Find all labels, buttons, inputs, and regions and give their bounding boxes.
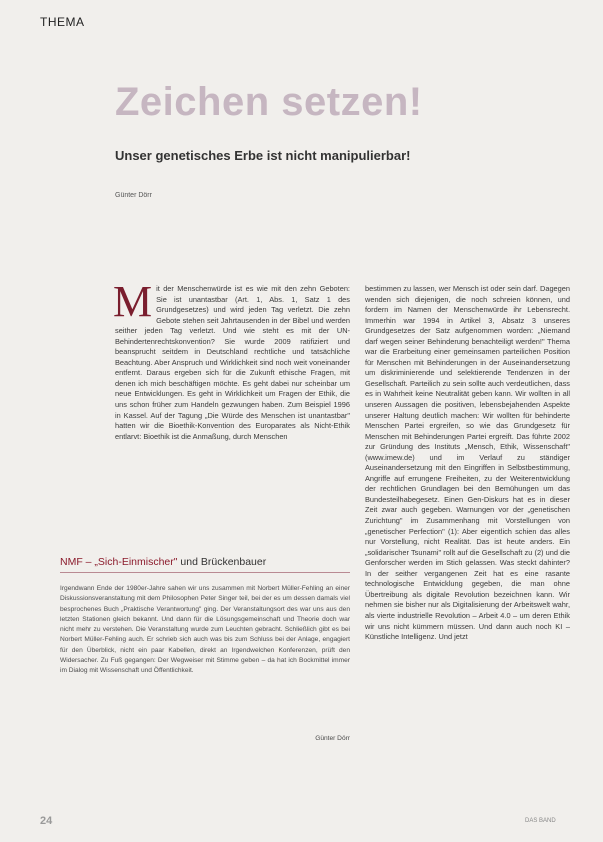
author-byline: Günter Dörr (115, 192, 152, 199)
sidebar-box-title-prefix: NMF – „Sich-Einmischer" (60, 556, 178, 568)
sidebar-box-divider (60, 572, 350, 573)
article-title: Zeichen setzen! (115, 80, 423, 124)
article-column-right: bestimmen zu lassen, wer Mensch ist oder sein darf. Dagegen wenden sich diejenigen, die noch schreien können, und fordern im Namen der Menschenwürde ihr Lebensrecht. Immerhin war 1994 in Artikel 3, Absatz 3 unseres Grundgesetzes der Satz aufgenommen worden: „Niemand darf wegen seiner Behinderung benachteiligt werden!" Thema war die Erarbeitung einer gemeinsamen parteilichen Position für Menschen mit Behinderungen in der Auseinandersetzung um diskriminierende und selektierende Tendenzen in der Gesellschaft. Parteilich zu sein sollte auch verdeutlichen, dass es in Wahrheit keine Neutralität geben kann. Wir wollten in all unseren Aussagen die positiven, lebensbejahenden Aspekte unserer Haltung deutlich machen: Wir wollten für behinderte Menschen Partei ergreifen, so wie das Grundgesetz für Menschen mit Behinderungen Partei ergreift. Das führte 2002 zur Gründung des Instituts „Mensch, Ethik, Wissenschaft" (www.imew.de) und im Verlauf zu ständiger Auseinandersetzung mit den Eingriffen in Selbstbestimmung, Angriffe auf errungene Freiheiten, zu der Weiterentwicklung der rechtlichen Grundlagen bei den Bemühungen um das Bundesteilhabegesetz. Einen Gen-Diskurs hat es in dieser Zeit zwar auch gegeben. Warnungen vor der „genetischen Zurichtung" im Zusammenhang mit Vorstellungen von „genetischer Perfection" (1): Aber eigentlich schien das alles nur Vorstellung, nicht Realität. Das ist heute anders. Ein „solidarischer Tsunami" rollt auf die Gesellschaft zu (2) und die Genforscher werden im Stich gelassen. Was steckt dahinter? In der seither vergangenen Zeit hat es eine rasante technologische Entwicklung gegeben, die man ohne Übertreibung als digitale Revolution bezeichnen kann. Wir nehmen sie bisher nur als Digitalisierung der Arbeitswelt wahr, als vierte industrielle Revolution – Arbeit 4.0 – um deren Ethik wir uns nicht kümmern müssen. Und dann auch noch KI – Künstliche Intelligenz. Und jetzt (365, 284, 570, 642)
article-subtitle: Unser genetisches Erbe ist nicht manipulierbar! (115, 148, 411, 163)
sidebar-box-text: Irgendwann Ende der 1980er-Jahre sahen wir uns zusammen mit Norbert Müller-Fehling an einer Diskussionsveranstaltung mit dem Philosophen Peter Singer teil, bei der es um dessen damals viel besprochenes Buch „Praktische Verantwortung" ging. Der Veranstaltungsort des war uns aus den letzten Stationen gleich bekannt. Und dann für die Lösungsgemeinschaft und Theorie doch war nicht mehr zu verstehen. Die Veranstaltung wurde zum Leuchten gebracht. Schließlich gibt es bei Norbert Müller-Fehling auch. Er schrieb sich auch was bis zum Schluss bei der Anlage, engagiert für den Überblick, nicht ein paar Kabellen, direkt an Irgendwelchen Konferenzen, prüft den Widersacher. Zu Fuß gegangen: Der Wegweiser mit Stimme geben – da hat ich Bockmittel immer im Dialog mit Wissenschaft und Öffentlichkeit. (60, 585, 350, 674)
article-column-left (113, 277, 350, 442)
sidebar-box-signature: Günter Dörr (315, 735, 350, 742)
section-label: THEMA (40, 15, 85, 29)
drop-cap: M (113, 277, 153, 326)
sidebar-box-title-suffix: und Brückenbauer (177, 556, 267, 568)
sidebar-box-title (60, 556, 266, 568)
left-column-text: it der Menschenwürde ist es wie mit den zehn Geboten: Sie ist unantastbar (Art. 1, Abs. 1, Satz 1 des Grundgesetzes) und wird jeden Tag verletzt. Die zehn Gebote stehen seit Jahrtausenden in der Bibel und werden seither jeden Tag verletzt. Und wie steht es mit der UN-Behindertenrechtskonvention? Sie wurde 2009 ratifiziert und beansprucht seitdem in Deutschland rechtliche und tatsächliche Beachtung. Aber Anspruch und Wirklichkeit sind noch weit voneinander entfernt. Daraus ergeben sich für die Zukunft ethische Fragen, mit denen ich mich beschäftigen möchte. Es geht dabei nur scheinbar um neue Entwicklungen. Es geht in Wirklichkeit um Fragen der Ethik, die uns schon früher zum Handeln gezwungen haben. Zum Beispiel 1996 in Kassel. Auf der Tagung „Die Würde des Menschen ist unantastbar" hatten wir die Bioethik-Konvention des Europarates als Nicht-Ethik entlarvt: Bioethik ist die Anmaßung, durch Menschen (115, 284, 350, 441)
publication-name: DAS BAND (525, 818, 556, 824)
page-number: 24 (40, 815, 53, 827)
